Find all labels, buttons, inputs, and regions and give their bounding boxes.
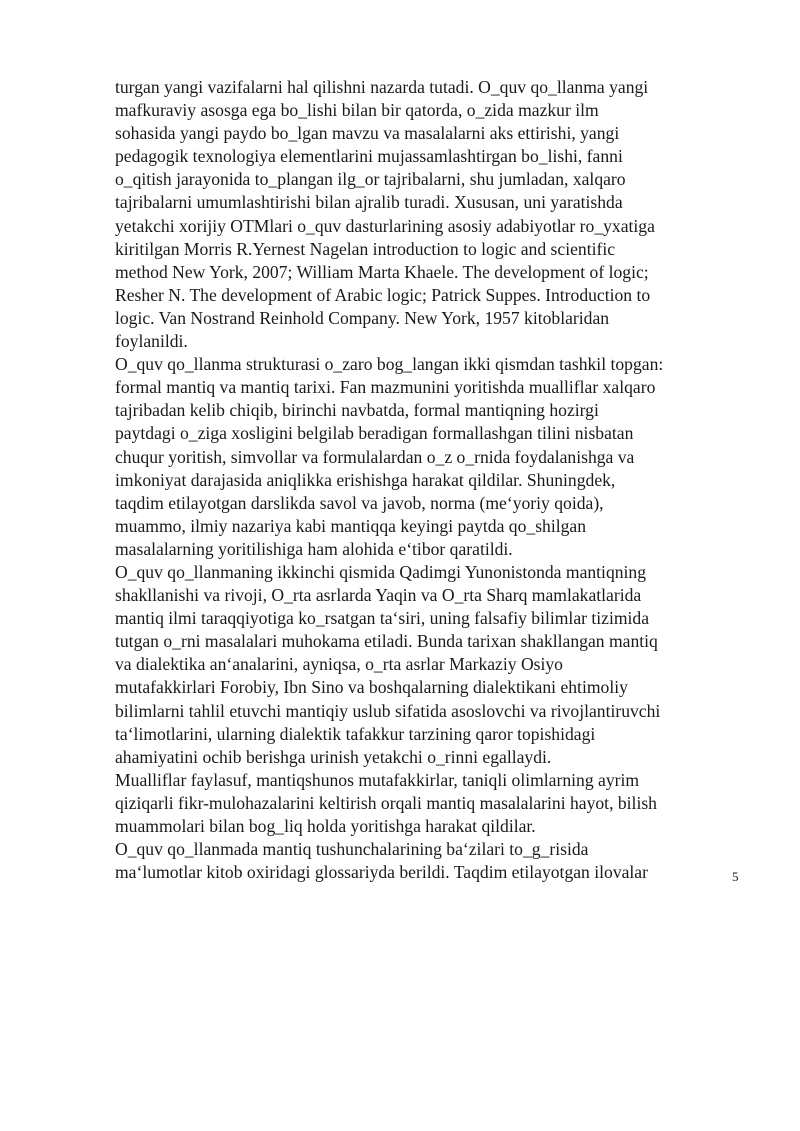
text-line: O_quv qo_llanma strukturasi o_zaro bog_langan ikki qismdan tashkil topgan: (115, 354, 664, 375)
text-line: tutgan o_rni masalalari muhokama etiladi. Bunda tarixan shakllangan mantiq (115, 631, 658, 652)
text-line: bilimlarni tahlil etuvchi mantiqiy uslub sifatida asoslovchi va rivojlantiruvchi (115, 700, 661, 721)
text-line: kiritilgan Morris R.Yernest Nagelan introduction to logic and scientific (115, 238, 616, 259)
text-line: O_quv qo_llanmaning ikkinchi qismida Qadimgi Yunonistonda mantiqning (115, 561, 647, 582)
text-line: qiziqarli fikr-mulohazalarini keltirish orqali mantiq masalalarini hayot, bilish (115, 792, 657, 813)
text-line: va dialektika an‘analarini, ayniqsa, o_rta asrlar Markaziy Osiyo (115, 654, 563, 675)
text-line: muammolari bilan bog_liq holda yoritishga harakat qildilar. (115, 816, 536, 836)
text-line: taqdim etilayotgan darslikda savol va javob, norma (me‘yoriy qoida), (115, 492, 604, 513)
text-line: sohasida yangi paydo bo_lgan mavzu va masalalarni aks ettirishi, yangi (115, 123, 620, 144)
page-number: 5 (732, 869, 739, 884)
text-line: turgan yangi vazifalarni hal qilishni nazarda tutadi. O_quv qo_llanma yangi (115, 77, 649, 97)
text-line: muammo, ilmiy nazariya kabi mantiqqa keyingi paytda qo_shilgan (115, 515, 587, 536)
text-line: shakllanishi va rivoji, O_rta asrlarda Yaqin va O_rta Sharq mamlakatlarida (115, 585, 642, 606)
text-line: paytdagi o_ziga xosligini belgilab beradigan formallashgan tilini nisbatan (115, 423, 634, 444)
text-line: O_quv qo_llanmada mantiq tushunchalarining ba‘zilari to_g_risida (115, 839, 589, 860)
text-line: imkoniyat darajasida aniqlikka erishishga harakat qildilar. Shuningdek, (115, 469, 616, 490)
text-line: tajribadan kelib chiqib, birinchi navbatda, formal mantiqning hozirgi (115, 400, 599, 421)
text-line: method New York, 2007; William Marta Khaele. The development of logic; (115, 261, 649, 282)
text-line: ahamiyatini ochib berishga urinish yetakchi o_rinni egallaydi. (115, 746, 552, 767)
text-line: pedagogik texnologiya elementlarini mujassamlashtirgan bo_lishi, fanni (115, 146, 623, 167)
text-line: masalalarning yoritilishiga ham alohida e‘tibor qaratildi. (115, 538, 513, 559)
text-line: Mualliflar faylasuf, mantiqshunos mutafakkirlar, taniqli olimlarning ayrim (115, 769, 640, 790)
text-line: Resher N. The development of Arabic logic; Patrick Suppes. Introduction to (115, 284, 651, 305)
text-line: foylanildi. (115, 331, 188, 352)
text-line: mafkuraviy asosga ega bo_lishi bilan bir qatorda, o_zida mazkur ilm (115, 100, 599, 121)
text-line: tajribalarni umumlashtirishi bilan ajralib turadi. Xususan, uni yaratishda (115, 192, 623, 213)
text-line: mantiq ilmi taraqqiyotiga ko_rsatgan ta‘siri, uning falsafiy bilimlar tizimida (115, 608, 650, 629)
text-line: yetakchi xorijiy OTMlari o_quv dasturlarining asosiy adabiyotlar ro_yxatiga (115, 215, 655, 236)
text-line: o_qitish jarayonida to_plangan ilg_or tajribalarni, shu jumladan, xalqaro (115, 169, 626, 190)
text-line: mutafakkirlari Forobiy, Ibn Sino va boshqalarning dialektikani ehtimoliy (115, 677, 628, 698)
text-line: formal mantiq va mantiq tarixi. Fan mazmunini yoritishda mualliflar xalqaro (115, 377, 656, 398)
text-line: logic. Van Nostrand Reinhold Company. New York, 1957 kitoblaridan (115, 307, 610, 328)
text-line: ta‘limotlarini, ularning dialektik tafakkur tarzining qaror topishidagi (115, 723, 596, 744)
text-line: chuqur yoritish, simvollar va formulalardan o_z o_rnida foydalanishga va (115, 446, 635, 467)
body-text (115, 76, 755, 884)
text-line: ma‘lumotlar kitob oxiridagi glossariyda berildi. Taqdim etilayotgan ilovalar (115, 862, 648, 883)
